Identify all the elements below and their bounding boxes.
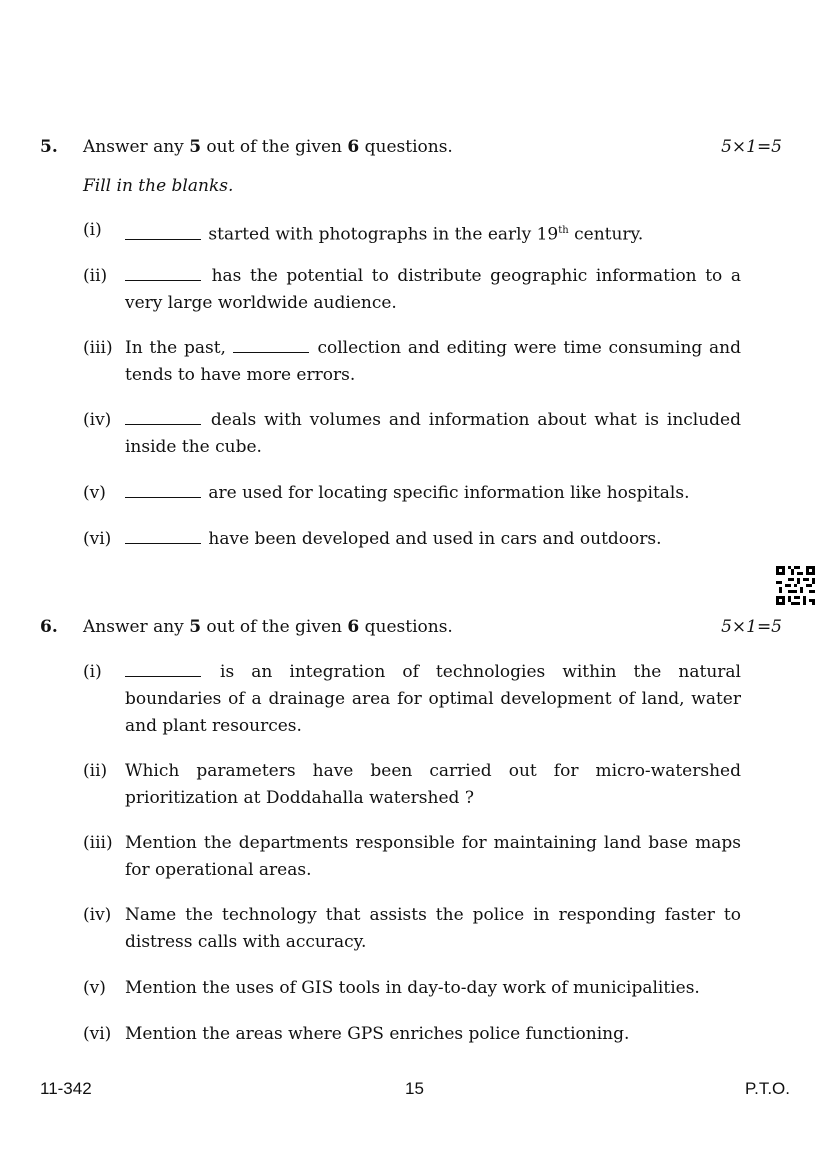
item-roman: (iii) [83,338,113,358]
question-number: 6. [40,617,58,637]
item-roman: (vi) [83,1024,112,1044]
item-text: are used for locating specific information like hospitals. [125,480,741,507]
question-instruction: Answer any 5 out of the given 6 questions. [83,617,453,637]
item-roman: (i) [83,220,102,240]
item-text: has the potential to distribute geographic information to a very large worldwide audience. [125,266,741,313]
blank-line [125,527,201,544]
item-text: Mention the departments responsible for maintaining land base maps for operational areas. [125,833,741,880]
blank-line [125,660,201,677]
question-instruction: Answer any 5 out of the given 6 questions. [83,137,453,157]
item-text: Mention the areas where GPS enriches police functioning. [125,1024,630,1044]
blank-line [125,408,201,425]
item-roman: (v) [83,978,106,998]
item-roman: (ii) [83,761,108,781]
item-roman: (ii) [83,266,108,286]
item-text: have been developed and used in cars and outdoors. [125,526,741,553]
pto-label: P.T.O. [744,1079,790,1098]
item-roman: (iii) [83,833,113,853]
item-text: Mention the uses of GIS tools in day-to-day work of municipalities. [125,978,700,998]
blank-line [125,223,201,240]
item-roman: (v) [83,483,106,503]
paper-code: 11-342 [40,1079,92,1098]
qr-code-icon [776,566,815,605]
blank-line [125,264,201,281]
item-roman: (i) [83,662,102,682]
item-roman: (vi) [83,529,112,549]
item-text: Name the technology that assists the police in responding faster to distress calls with accuracy. [125,905,741,952]
item-text: is an integration of technologies within the natural boundaries of a drainage area for optimal development of land, water and plant resources. [125,662,741,736]
fill-blanks-instruction: Fill in the blanks. [83,176,234,196]
item-text: In the past, collection and editing were time consuming and tends to have more errors. [125,338,741,385]
blank-line [125,481,201,498]
page-number: 15 [405,1079,424,1098]
marks-allocation: 5×1=5 [721,617,782,637]
item-roman: (iv) [83,410,112,430]
marks-allocation: 5×1=5 [721,137,782,157]
item-text: started with photographs in the early 19th century. [125,217,741,249]
item-text: Which parameters have been carried out for micro-watershed prioritization at Doddahalla watershed ? [125,761,741,808]
item-roman: (iv) [83,905,112,925]
item-text: deals with volumes and information about what is included inside the cube. [125,410,741,457]
blank-line [233,336,309,353]
question-number: 5. [40,137,58,157]
